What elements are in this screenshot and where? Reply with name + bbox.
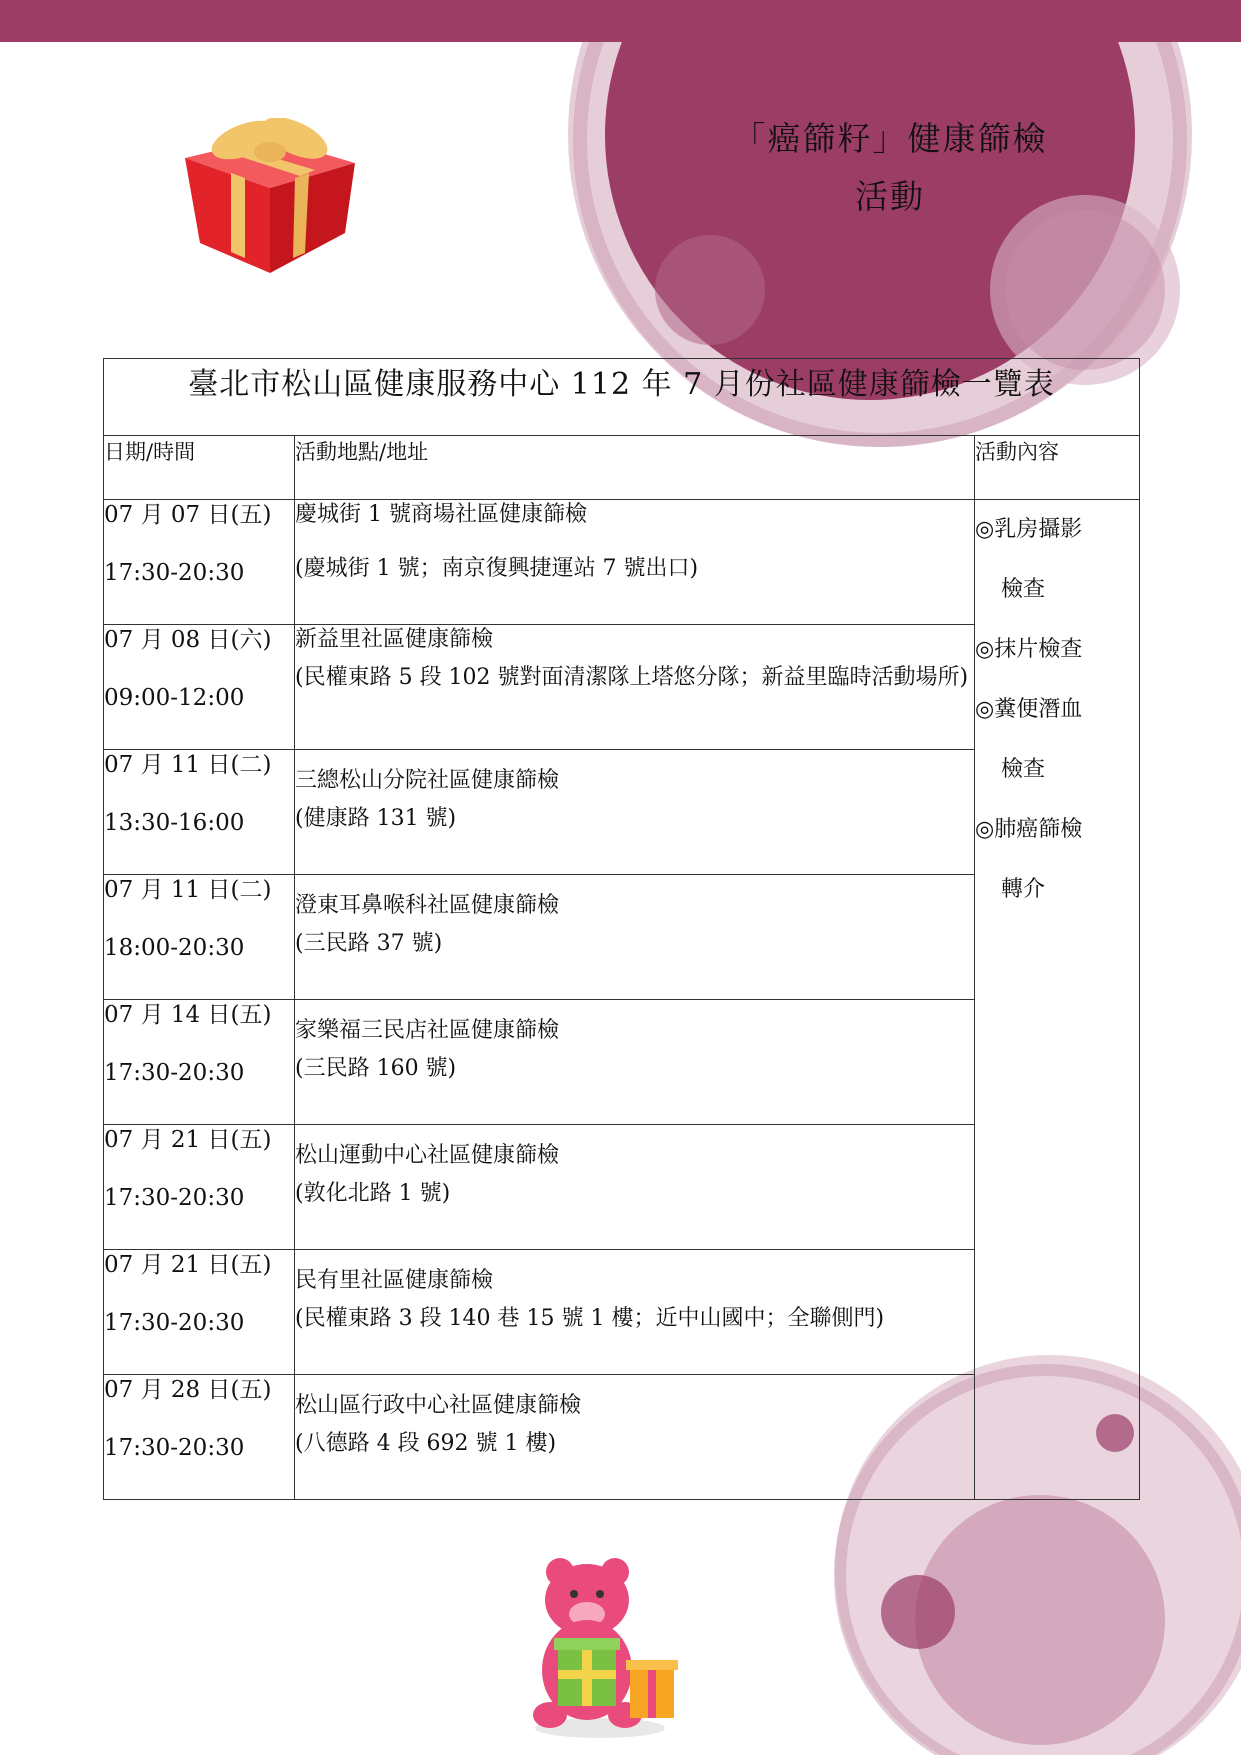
row-event-name: 民有里社區健康篩檢 <box>295 1268 494 1293</box>
teddy-bear-with-gifts-icon <box>530 1550 700 1740</box>
activity-content-cell <box>975 500 1140 1500</box>
row-address: (敦化北路 1 號) <box>295 1181 451 1206</box>
row-event-name: 松山區行政中心社區健康篩檢 <box>295 1393 582 1418</box>
date-cell <box>104 500 295 625</box>
content-line: ◎肺癌篩檢 <box>975 817 1083 842</box>
row-address: (健康路 131 號) <box>295 806 457 831</box>
content-line: 檢查 <box>1001 577 1046 602</box>
row-date: 07 月 08 日(六) <box>104 627 272 653</box>
row-event-name: 三總松山分院社區健康篩檢 <box>295 768 560 793</box>
date-cell <box>104 1125 295 1250</box>
table-header-row <box>104 436 1140 500</box>
row-date: 07 月 07 日(五) <box>104 502 272 528</box>
date-cell <box>104 1250 295 1375</box>
top-banner-bar <box>0 0 1241 42</box>
row-time: 17:30-20:30 <box>104 1310 245 1336</box>
row-date: 07 月 11 日(二) <box>104 752 272 778</box>
row-time: 13:30-16:00 <box>104 810 245 836</box>
date-cell <box>104 1000 295 1125</box>
place-cell <box>295 500 975 625</box>
content-line: ◎糞便潛血 <box>975 697 1083 722</box>
row-event-name: 家樂福三民店社區健康篩檢 <box>295 1018 560 1043</box>
row-event-name: 澄東耳鼻喉科社區健康篩檢 <box>295 893 560 918</box>
place-cell <box>295 625 975 750</box>
row-event-name: 新益里社區健康篩檢 <box>295 627 494 652</box>
row-address: (八德路 4 段 692 號 1 樓) <box>295 1431 557 1456</box>
row-time: 17:30-20:30 <box>104 1060 245 1086</box>
content-line: ◎抹片檢查 <box>975 637 1083 662</box>
row-address: (三民路 37 號) <box>295 931 443 956</box>
activity-banner-title <box>700 110 1080 226</box>
row-date: 07 月 21 日(五) <box>104 1127 272 1153</box>
place-cell <box>295 750 975 875</box>
content-line: 檢查 <box>1001 757 1046 782</box>
table-row <box>104 500 1140 625</box>
date-cell <box>104 1375 295 1500</box>
header-date: 日期/時間 <box>104 436 295 500</box>
row-time: 09:00-12:00 <box>104 685 245 711</box>
content-line: 轉介 <box>1001 877 1046 902</box>
header-place: 活動地點/地址 <box>295 436 975 500</box>
gift-box-icon <box>175 118 365 278</box>
place-cell <box>295 1250 975 1375</box>
date-cell <box>104 625 295 750</box>
row-time: 17:30-20:30 <box>104 1435 245 1461</box>
row-date: 07 月 11 日(二) <box>104 877 272 903</box>
row-address: (民權東路 3 段 140 巷 15 號 1 樓；近中山國中；全聯側門) <box>295 1306 885 1331</box>
place-cell <box>295 1125 975 1250</box>
row-address: (民權東路 5 段 102 號對面清潔隊上塔悠分隊；新益里臨時活動場所) <box>295 665 969 690</box>
row-event-name: 松山運動中心社區健康篩檢 <box>295 1143 560 1168</box>
place-cell <box>295 1375 975 1500</box>
date-cell <box>104 875 295 1000</box>
screening-schedule-table <box>103 358 1140 1500</box>
row-address: (慶城街 1 號；南京復興捷運站 7 號出口) <box>295 556 699 581</box>
header-content: 活動內容 <box>975 436 1140 500</box>
row-date: 07 月 14 日(五) <box>104 1002 272 1028</box>
table-title: 臺北市松山區健康服務中心 112 年 7 月份社區健康篩檢一覽表 <box>104 359 1140 436</box>
content-line: ◎乳房攝影 <box>975 517 1083 542</box>
row-date: 07 月 21 日(五) <box>104 1252 272 1278</box>
row-time: 17:30-20:30 <box>104 560 245 586</box>
place-cell <box>295 1000 975 1125</box>
row-time: 17:30-20:30 <box>104 1185 245 1211</box>
row-date: 07 月 28 日(五) <box>104 1377 272 1403</box>
place-cell <box>295 875 975 1000</box>
banner-line-1: 「癌篩籽」健康篩檢 <box>732 119 1048 158</box>
date-cell <box>104 750 295 875</box>
banner-line-2: 活動 <box>855 177 925 216</box>
row-time: 18:00-20:30 <box>104 935 245 961</box>
row-address: (三民路 160 號) <box>295 1056 457 1081</box>
row-event-name: 慶城街 1 號商場社區健康篩檢 <box>295 502 587 527</box>
